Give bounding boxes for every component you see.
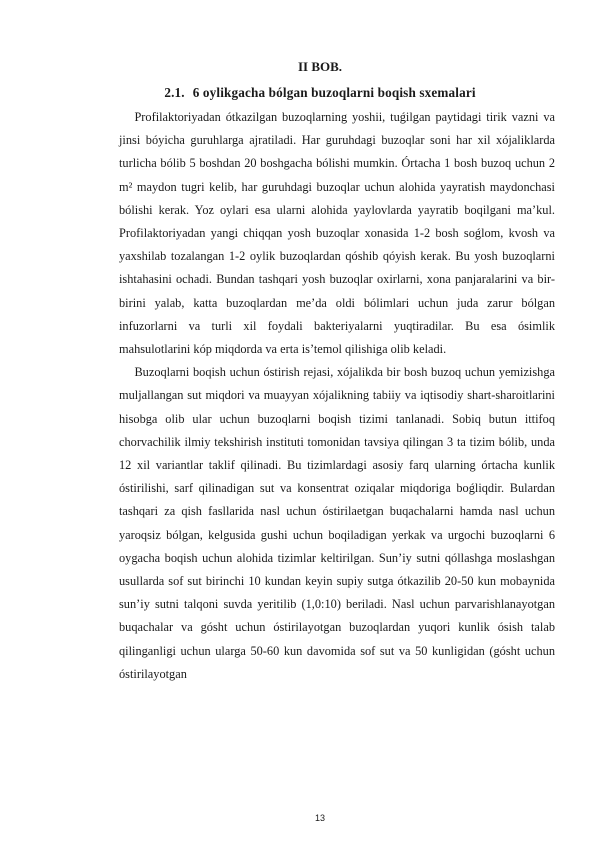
section-number: 2.1. — [164, 85, 185, 100]
body-text — [119, 106, 555, 686]
page-number: 13 — [314, 813, 325, 823]
chapter-title: II BOB. — [297, 59, 343, 74]
section-heading — [0, 85, 595, 101]
paragraph: Buzoqlarni boqish uchun óstirish rejasi, xójalikda bir bosh buzoq uchun yemizishga muljallangan sut miqdori va muayyan xójalikning tabiiy va iqtisodiy shart-sharoitlarini hisobga olib ular uchun buzoqlarni boqish tizimi tanlanadi. Sobiq butun ittifoq chorvachilik ilmiy tekshirish instituti tomonidan tavsiya qilingan 3 ta tizim bólib, unda 12 xil variantlar taklif qilinadi. Bu tizimlardagi asosiy farq ularning órtacha kunlik óstirilishi, sarf qilinadigan sut va konsentrat oziqalar miqdoriga boǵliqdir. Bulardan tashqari za qish fasllarida nasl uchun óstirilaetgan buqachalarni hamda nasl uchun yaroqsiz bólgan, kelgusida gushi uchun boqiladigan yerkak va urgochi buzoqlarni 6 oygacha boqish uchun alohida tizimlar keltirilgan. Sun’iy sutni qóllashga moslashgan usullarda sof sut birinchi 10 kundan keyin supiy sutga ótkazilib 20-50 kun mobaynida sun’iy sutni talqoni suvda yeritilib (1,0:10) beriladi. Nasl uchun parvarishlanayotgan buqachalar va gósht uchun óstirilayotgan buzoqlardan yuqori kunlik ósish talab qilinganligi uchun ularga 50-60 kun davomida sof sut va 50 kunligidan (gósht uchun óstirilayotgan — [119, 365, 555, 681]
paragraph: Profilaktoriyadan ótkazilgan buzoqlarning yoshii, tuǵilgan paytidagi tirik vazni va jinsi bóyicha guruhlarga ajratiladi. Har guruhdagi buzoqlar soni har xil xójaliklarda turlicha bólib 5 boshdan 20 boshgacha bólishi mumkin. Órtacha 1 bosh buzoq uchun 2 m² maydon tugri kelib, har guruhdagi buzoqlar uchun alohida yayratish maydonchasi bólishi kerak. Yoz oylari esa ularni alohida yaylovlarda yayratib boqilgani ma’kul. Profilaktoriyadan yangi chiqqan yosh buzoqlar xonasida 1-2 bosh soǵlom, kvosh va yaxshilab tozalangan 1-2 oylik buzoqlardan qóshib qóyish kerak. Bu yosh buzoqlarni ishtahasini ochadi. Bundan tashqari yosh buzoqlar oxirlarni, xona panjaralarini va bir-birini yalab, katta buzoqlardan me’da oldi bólimlari uchun juda zarur bólgan infuzorlarni va turli xil foydali bakteriyalarni yuqtiradilar. Bu esa ósimlik mahsulotlarini kóp miqdorda va erta is’temol qilishiga olib keladi. — [119, 110, 555, 357]
section-title: 6 oylikgacha bólgan buzoqlarni boqish sxemalari — [192, 85, 476, 100]
